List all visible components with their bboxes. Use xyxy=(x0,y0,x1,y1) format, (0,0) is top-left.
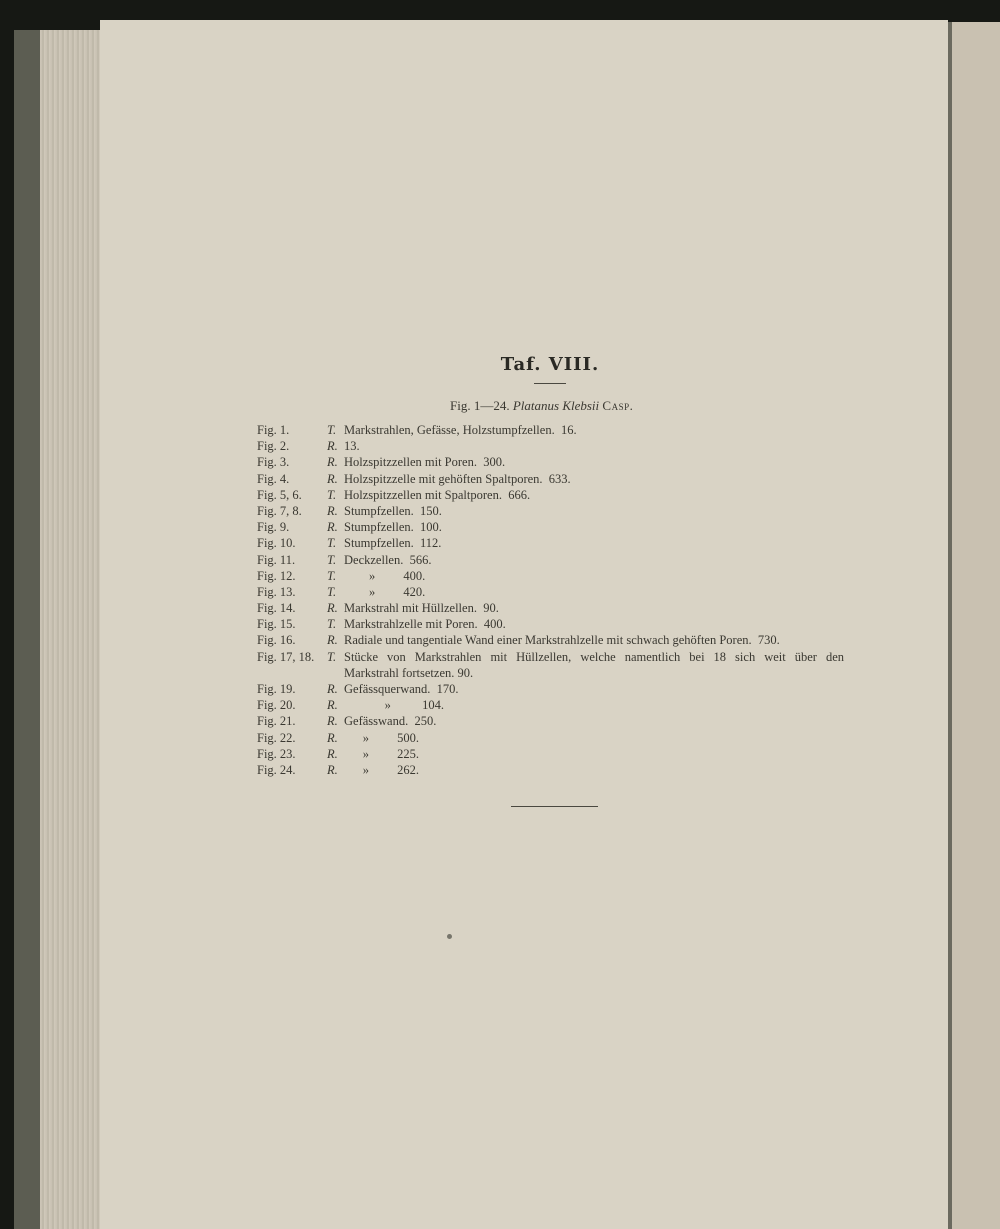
figure-number: Fig. 20. xyxy=(257,698,296,713)
legend-entry xyxy=(257,439,857,455)
figure-description: Stücke von Markstrahlen mit Hüllzellen, welche namentlich bei 18 sich weit über den xyxy=(344,649,844,664)
figure-description: Deckzellen. 566. xyxy=(344,552,432,567)
plate-title: Taf. VIII. xyxy=(500,354,600,375)
section-direction: R. xyxy=(327,455,338,470)
section-direction: R. xyxy=(327,730,338,745)
section-direction: R. xyxy=(327,746,338,761)
figure-description: Stumpfzellen. 112. xyxy=(344,536,442,551)
figure-number: Fig. 23. xyxy=(257,746,296,761)
figure-number: Fig. 10. xyxy=(257,536,296,551)
figure-legend-list xyxy=(257,423,857,779)
figure-number: Fig. 24. xyxy=(257,762,296,777)
figure-description: » 400. xyxy=(344,568,426,583)
figure-description: Holzspitzzellen mit Poren. 300. xyxy=(344,455,506,470)
legend-entry xyxy=(257,553,857,569)
figure-description: Markstrahlzelle mit Poren. 400. xyxy=(344,617,506,632)
next-page-edge xyxy=(952,22,1000,1229)
figure-description: Stumpfzellen. 150. xyxy=(344,503,442,518)
legend-entry xyxy=(257,617,857,633)
legend-entry xyxy=(257,601,857,617)
bottom-rule xyxy=(511,806,598,807)
section-direction: T. xyxy=(327,552,337,567)
legend-entry xyxy=(257,682,857,698)
figure-description: Gefässquerwand. 170. xyxy=(344,682,459,697)
figure-description: » 500. xyxy=(344,730,419,745)
figure-number: Fig. 16. xyxy=(257,633,296,648)
section-direction: R. xyxy=(327,714,338,729)
section-direction: R. xyxy=(327,520,338,535)
figure-number: Fig. 15. xyxy=(257,617,296,632)
figure-number: Fig. 22. xyxy=(257,730,296,745)
figure-number: Fig. 17, 18. xyxy=(257,649,315,664)
figure-description: » 225. xyxy=(344,746,419,761)
section-direction: R. xyxy=(327,682,338,697)
legend-entry xyxy=(257,569,857,585)
legend-entry xyxy=(257,423,857,439)
figure-description: Gefässwand. 250. xyxy=(344,714,437,729)
legend-entry xyxy=(257,520,857,536)
figure-number: Fig. 9. xyxy=(257,520,290,535)
figure-number: Fig. 1. xyxy=(257,423,290,437)
section-direction: T. xyxy=(327,568,337,583)
figure-number: Fig. 7, 8. xyxy=(257,503,302,518)
figure-description: Radiale und tangentiale Wand einer Markstrahlzelle mit schwach gehöften Poren. 730. xyxy=(344,633,780,648)
legend-entry xyxy=(257,455,857,471)
legend-entry xyxy=(257,650,857,682)
figure-number: Fig. 13. xyxy=(257,584,296,599)
figure-number: Fig. 3. xyxy=(257,455,290,470)
section-direction: R. xyxy=(327,503,338,518)
legend-entry xyxy=(257,504,857,520)
title-rule xyxy=(534,383,566,384)
plate-subtitle xyxy=(450,398,633,414)
figure-number: Fig. 11. xyxy=(257,552,296,567)
legend-entry xyxy=(257,731,857,747)
figure-number: Fig. 21. xyxy=(257,714,296,729)
section-direction: R. xyxy=(327,471,338,486)
section-direction: T. xyxy=(327,536,337,551)
subtitle-species: Platanus Klebsii xyxy=(512,398,600,413)
section-direction: R. xyxy=(327,762,338,777)
figure-number: Fig. 4. xyxy=(257,471,290,486)
figure-number: Fig. 19. xyxy=(257,682,296,697)
figure-description: Holzspitzzelle mit gehöften Spaltporen. 633. xyxy=(344,471,571,486)
section-direction: T. xyxy=(327,584,337,599)
legend-entry xyxy=(257,714,857,730)
paper-speck xyxy=(447,934,452,939)
figure-description: Markstrahl mit Hüllzellen. 90. xyxy=(344,601,499,616)
section-direction: T. xyxy=(327,617,337,632)
section-direction: R. xyxy=(327,698,338,713)
section-direction: T. xyxy=(327,487,337,502)
section-direction: R. xyxy=(327,601,338,616)
figure-number: Fig. 12. xyxy=(257,568,296,583)
figure-number: Fig. 5, 6. xyxy=(257,487,302,502)
figure-description: » 420. xyxy=(344,584,426,599)
figure-description: » 104. xyxy=(344,698,444,713)
section-direction: T. xyxy=(327,423,337,437)
legend-entry xyxy=(257,747,857,763)
section-direction: R. xyxy=(327,439,338,454)
legend-entry xyxy=(257,488,857,504)
subtitle-prefix: Fig. 1—24. xyxy=(450,398,510,413)
figure-description: Holzspitzzellen mit Spaltporen. 666. xyxy=(344,487,531,502)
legend-entry xyxy=(257,536,857,552)
figure-number: Fig. 14. xyxy=(257,601,296,616)
legend-entry xyxy=(257,472,857,488)
figure-number: Fig. 2. xyxy=(257,439,290,454)
figure-description: 13. xyxy=(344,439,360,454)
legend-entry xyxy=(257,585,857,601)
figure-description: » 262. xyxy=(344,762,419,777)
legend-entry xyxy=(257,633,857,649)
section-direction: R. xyxy=(327,633,338,648)
legend-entry xyxy=(257,698,857,714)
figure-description-continued: Markstrahl fortsetzen. 90. xyxy=(344,665,474,680)
section-direction: T. xyxy=(327,649,337,664)
legend-entry xyxy=(257,763,857,779)
figure-description: Markstrahlen, Gefässe, Holzstumpfzellen. 16. xyxy=(344,423,577,437)
figure-description: Stumpfzellen. 100. xyxy=(344,520,442,535)
subtitle-author: Casp. xyxy=(602,398,634,413)
